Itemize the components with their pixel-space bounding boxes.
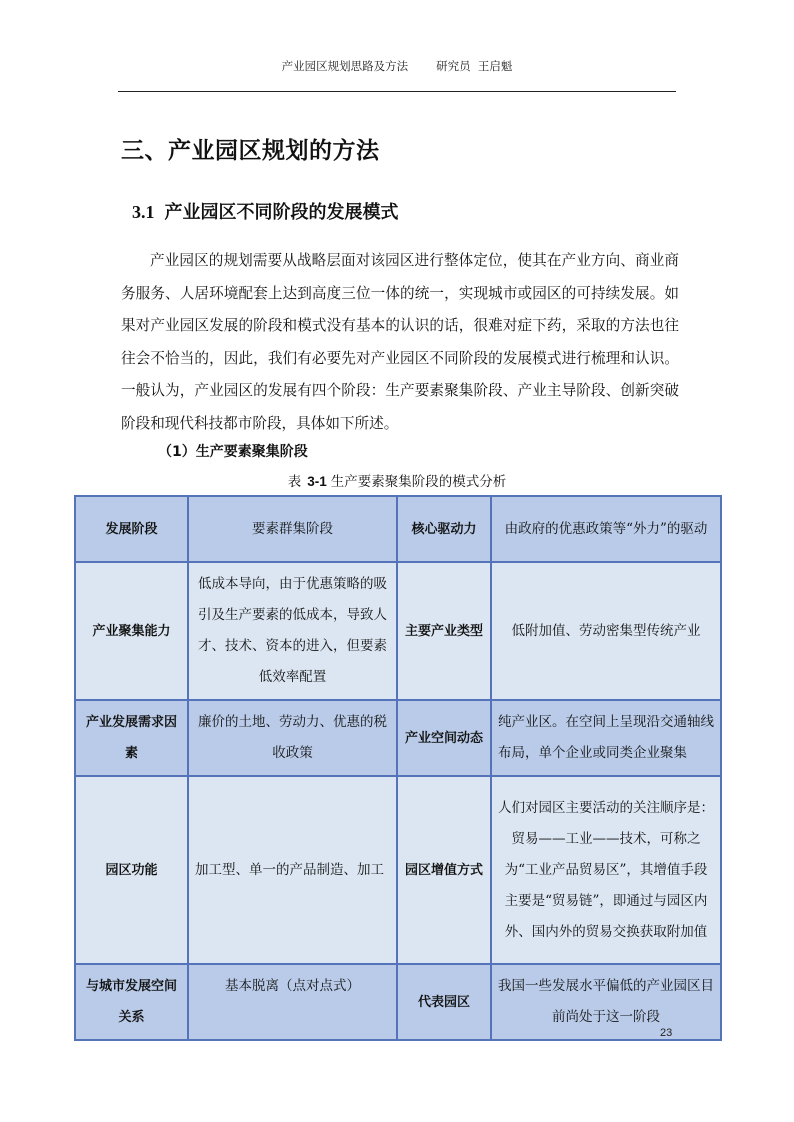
subsection-title: 产业园区不同阶段的发展模式: [164, 202, 399, 223]
subsection-heading: [132, 198, 399, 224]
table-cell: 与城市发展空间关系: [75, 964, 188, 1040]
table-cell: 产业聚集能力: [75, 562, 188, 700]
page-header: [118, 52, 676, 92]
table-cell: 代表园区: [397, 964, 491, 1040]
table-cell: 产业空间动态: [397, 700, 491, 776]
table-row: [75, 562, 721, 700]
table-cell: 廉价的土地、劳动力、优惠的税收政策: [188, 700, 397, 776]
table-cell: 加工型、单一的产品制造、加工: [188, 776, 397, 964]
table-cell: 由政府的优惠政策等“外力”的驱动: [491, 496, 721, 562]
subsection-number: 3.1: [132, 202, 155, 222]
table-cell: 纯产业区。在空间上呈现沿交通轴线布局，单个企业或同类企业聚集: [491, 700, 721, 776]
body-paragraph: 产业园区的规划需要从战略层面对该园区进行整体定位，使其在产业方向、商业商务服务、人居环境配套上达到高度三位一体的统一，实现城市或园区的可持续发展。如果对产业园区发展的阶段和模式没有基本的认识的话，很难对症下药，采取的方法也往往会不恰当的，因此，我们有必要先对产业园区不同阶段的发展模式进行梳理和认识。一般认为，产业园区的发展有四个阶段：生产要素聚集阶段、产业主导阶段、创新突破阶段和现代科技都市阶段，具体如下所述。: [121, 252, 679, 432]
section-heading: 三、产业园区规划的方法: [121, 138, 380, 164]
table-row: [75, 700, 721, 776]
table-cell: 发展阶段: [75, 496, 188, 562]
table-cell: 产业发展需求因素: [75, 700, 188, 776]
table-row: [75, 496, 721, 562]
caption-number: 3-1: [307, 474, 327, 489]
table-row: [75, 964, 721, 1040]
table-row: [75, 776, 721, 964]
page-number: 23: [660, 1027, 673, 1039]
table-cell: 主要产业类型: [397, 562, 491, 700]
table-cell: 要素群集阶段: [188, 496, 397, 562]
caption-prefix: 表: [287, 474, 302, 490]
table-cell: 低附加值、劳动密集型传统产业: [491, 562, 721, 700]
table-cell: 人们对园区主要活动的关注顺序是：贸易——工业——技术，可称之为“工业产品贸易区”，其增值手段主要是“贸易链”，即通过与园区内外、国内外的贸易交换获取附加值: [491, 776, 721, 964]
table-cell: 低成本导向，由于优惠策略的吸引及生产要素的低成本，导致人才、技术、资本的进入，但要素低效率配置: [188, 562, 397, 700]
table-cell: 核心驱动力: [397, 496, 491, 562]
header-text: [118, 58, 676, 74]
table-cell: 园区功能: [75, 776, 188, 964]
caption-text: 生产要素聚集阶段的模式分析: [330, 474, 507, 490]
stage-heading: （1）生产要素聚集阶段: [158, 444, 308, 460]
table-cell: 我国一些发展水平偏低的产业园区目前尚处于这一阶段: [491, 964, 721, 1040]
table-cell: 园区增值方式: [397, 776, 491, 964]
mode-analysis-table: [74, 495, 722, 1041]
header-author: 研究员 王启魁: [436, 59, 513, 73]
table-caption: [0, 470, 794, 490]
header-title: 产业园区规划思路及方法: [281, 59, 409, 73]
table-cell: 基本脱离（点对点式）: [188, 964, 397, 1040]
